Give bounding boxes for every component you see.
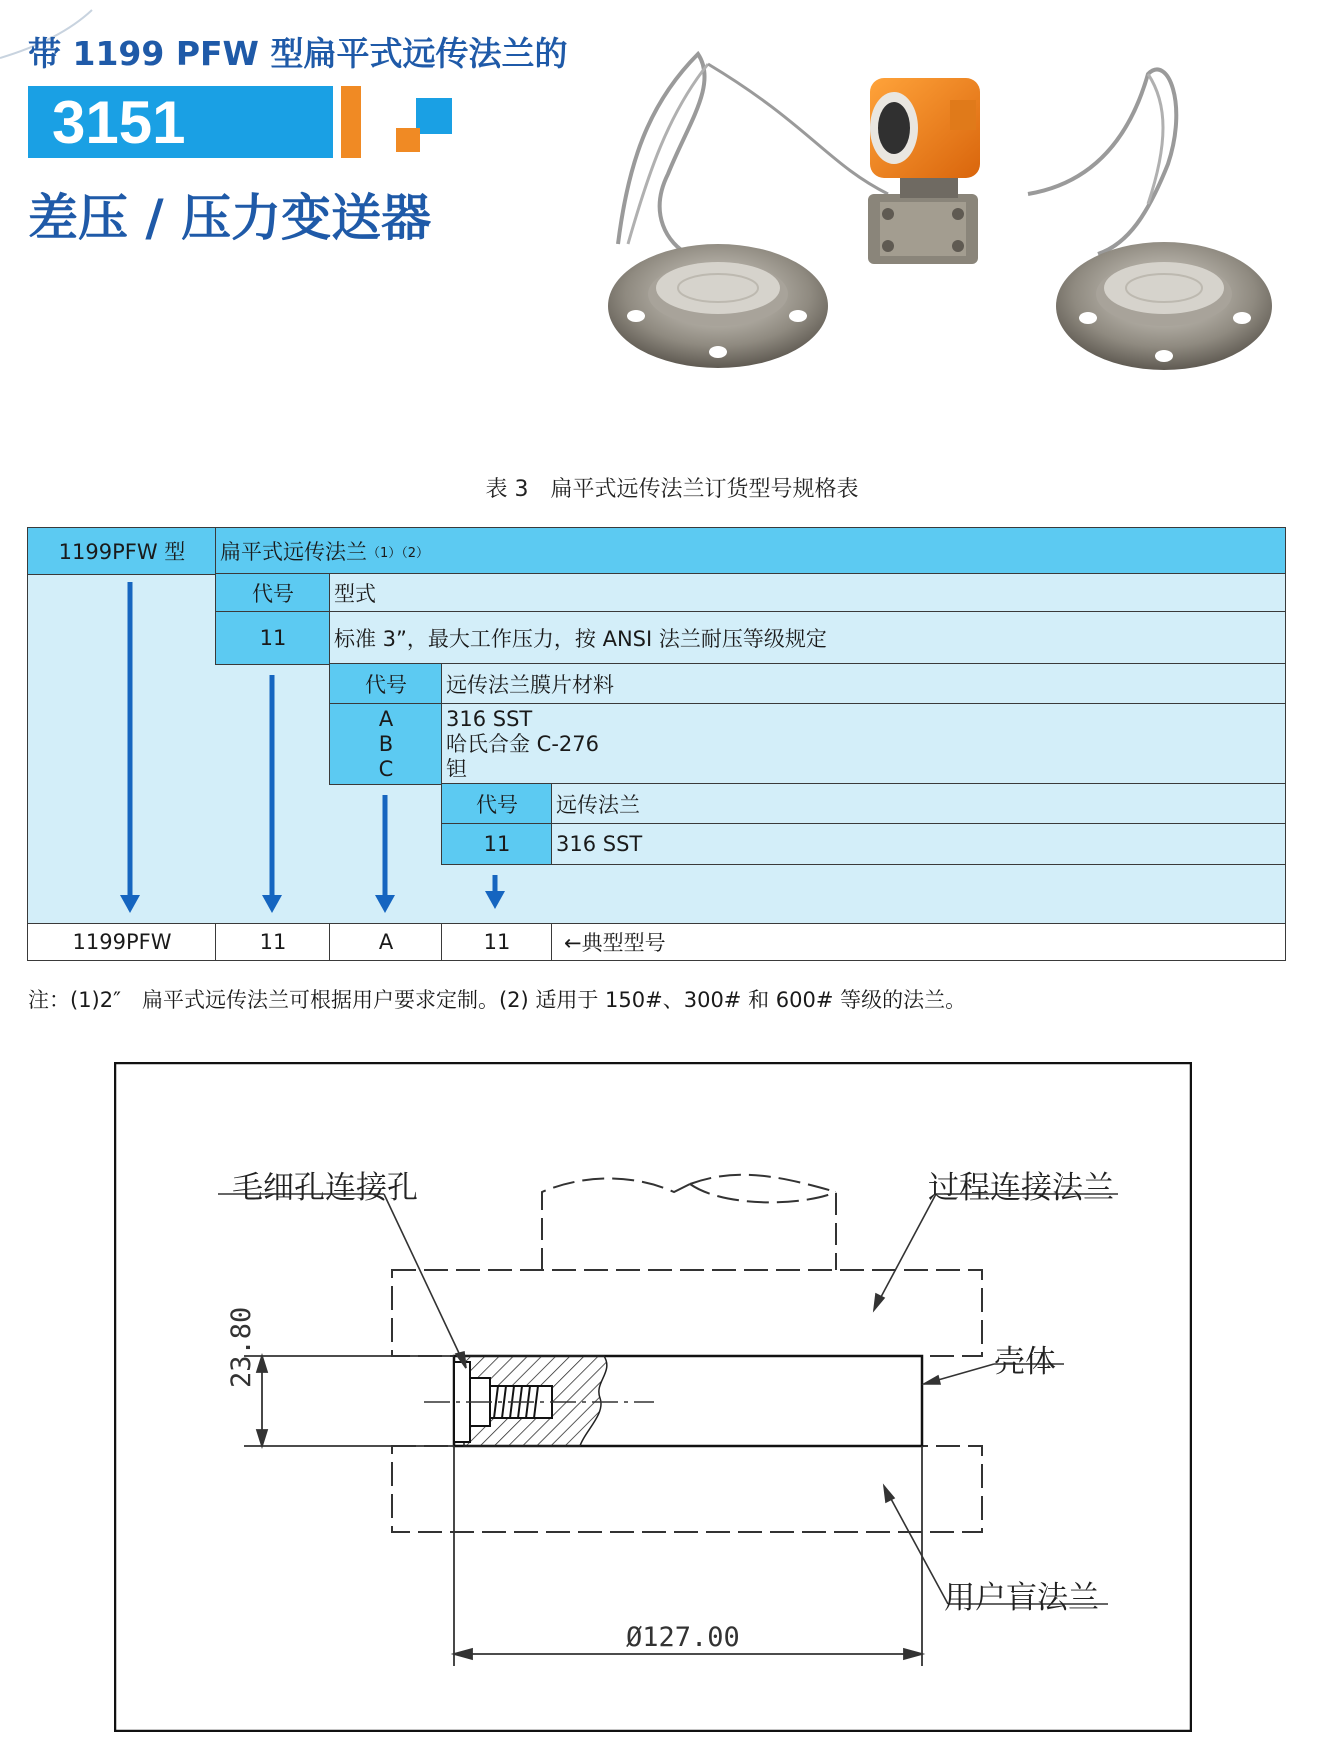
- product-photo: [608, 44, 1272, 396]
- g3-code-header: 代号: [441, 783, 553, 825]
- label-blind-flange: 用户盲法兰: [944, 1580, 1099, 1616]
- g1-code: 11: [215, 611, 331, 665]
- g1-form-header: 型式: [329, 573, 1286, 613]
- g1-form: 标准 3”，最大工作压力，按 ANSI 法兰耐压等级规定: [329, 611, 1286, 665]
- g2-material-b: 哈氏合金 C-276: [446, 731, 599, 756]
- typical-cell-form: 11: [215, 923, 331, 961]
- g2-code-b: B: [378, 731, 394, 756]
- model-desc-notes: （1）（2）: [367, 545, 430, 561]
- g3-flange: 316 SST: [551, 823, 1286, 865]
- g3-code: 11: [441, 823, 553, 865]
- label-process-flange: 过程连接法兰: [928, 1170, 1114, 1206]
- model-number: 3151: [52, 89, 186, 156]
- typical-cell-flange: 11: [441, 923, 553, 961]
- g1-code-header: 代号: [215, 573, 331, 613]
- orange-accent-bar: [341, 86, 361, 158]
- dimension-diameter: Ø127.00: [626, 1622, 740, 1653]
- table-note: 注：(1)2″ 扁平式远传法兰可根据用户要求定制。(2) 适用于 150#、300# 和 600# 等级的法兰。: [28, 988, 967, 1012]
- logo-square-blue: [416, 98, 452, 134]
- typical-cell-model: 1199PFW: [27, 923, 217, 961]
- typical-cell-material: A: [329, 923, 443, 961]
- order-spec-table: [27, 527, 1286, 961]
- model-label-cell: 1199PFW 型: [27, 527, 217, 575]
- g2-material-a: 316 SST: [446, 706, 533, 731]
- g2-code-header: 代号: [329, 663, 443, 705]
- dimension-height: 23.80: [226, 1306, 257, 1388]
- g2-code-a: A: [378, 706, 394, 731]
- logo-square-orange: [396, 128, 420, 152]
- page-subtitle: 带 1199 PFW 型扁平式远传法兰的: [28, 34, 568, 73]
- label-housing: 壳体: [994, 1344, 1056, 1380]
- selection-arrows: [27, 527, 1286, 927]
- table-caption: 表 3 扁平式远传法兰订货型号规格表: [485, 477, 859, 502]
- typical-label: ←典型型号: [551, 923, 1286, 961]
- label-capillary-hole: 毛细孔连接孔: [232, 1170, 418, 1206]
- g2-material-header: 远传法兰膜片材料: [441, 663, 1286, 705]
- page-title: 差压 / 压力变送器: [28, 189, 432, 247]
- g2-material-c: 钽: [446, 756, 467, 781]
- g3-flange-header: 远传法兰: [551, 783, 1286, 825]
- model-desc: 扁平式远传法兰: [220, 540, 367, 564]
- g2-code-c: C: [378, 756, 394, 781]
